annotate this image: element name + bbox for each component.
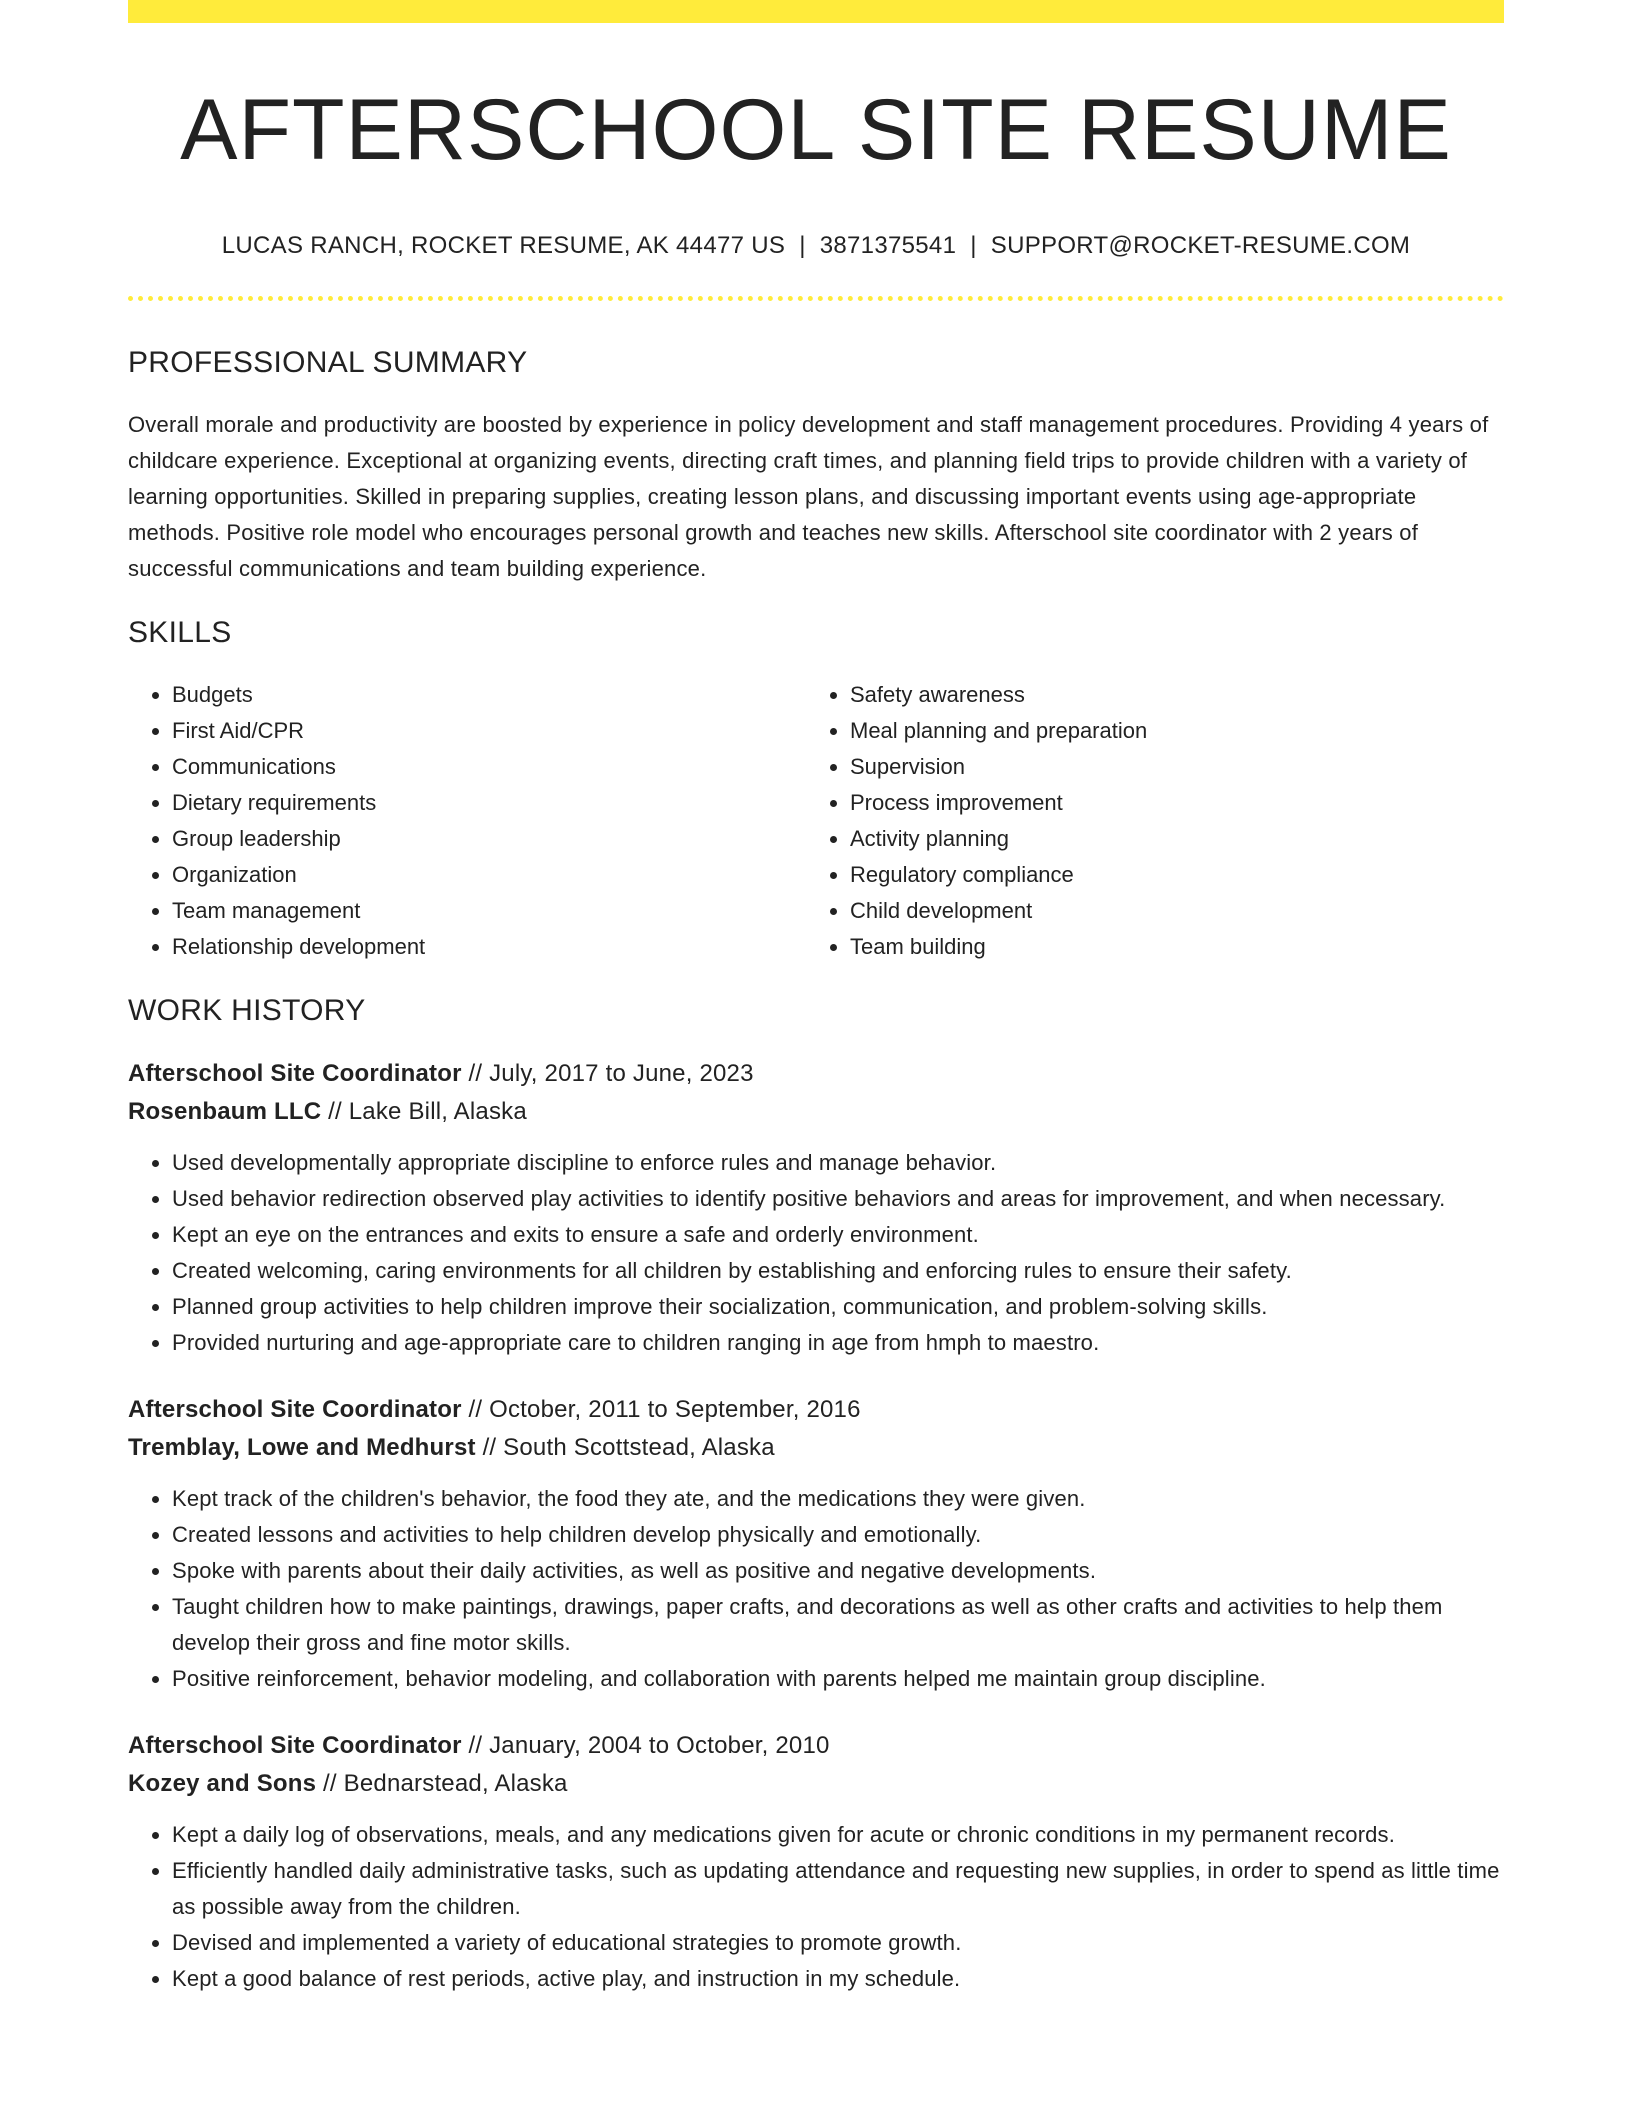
skill-item: • Budgets xyxy=(172,677,806,713)
job-title-line xyxy=(128,1391,1504,1429)
job-bullet: • Kept track of the children's behavior, the food they ate, and the medications they were given. xyxy=(172,1481,1504,1517)
job-bullet: • Taught children how to make paintings, drawings, paper crafts, and decorations as well as other crafts and activities to help them develop their gross and fine motor skills. xyxy=(172,1589,1504,1661)
skill-item: • Safety awareness xyxy=(850,677,1484,713)
job-company: Tremblay, Lowe and Medhurst xyxy=(128,1434,476,1461)
skill-item: • Relationship development xyxy=(172,929,806,965)
summary-heading: PROFESSIONAL SUMMARY xyxy=(128,346,528,379)
job-role: Afterschool Site Coordinator xyxy=(128,1732,462,1759)
contact-email: SUPPORT@ROCKET-RESUME.COM xyxy=(990,232,1411,259)
skills-heading: SKILLS xyxy=(128,616,232,649)
resume-title: AFTERSCHOOL SITE RESUME xyxy=(180,82,1452,178)
skill-item: • Activity planning xyxy=(850,821,1484,857)
job-bullets xyxy=(128,1481,1504,1697)
job-dates: // October, 2011 to September, 2016 xyxy=(468,1396,861,1423)
job-bullet: • Positive reinforcement, behavior modeling, and collaboration with parents helped me maintain group discipline. xyxy=(172,1661,1504,1697)
resume-content xyxy=(128,0,1504,1997)
job-entry xyxy=(128,1727,1504,1997)
job-company-line xyxy=(128,1093,1504,1131)
job-bullet: • Used developmentally appropriate discipline to enforce rules and manage behavior. xyxy=(172,1145,1504,1181)
job-location: // Lake Bill, Alaska xyxy=(328,1098,527,1125)
job-bullet: • Spoke with parents about their daily activities, as well as positive and negative developments. xyxy=(172,1553,1504,1589)
job-bullet: • Provided nurturing and age-appropriate care to children ranging in age from hmph to maestro. xyxy=(172,1325,1504,1361)
skill-item: • Process improvement xyxy=(850,785,1484,821)
job-role: Afterschool Site Coordinator xyxy=(128,1396,462,1423)
skill-item: • First Aid/CPR xyxy=(172,713,806,749)
skill-item: • Supervision xyxy=(850,749,1484,785)
skill-item: • Dietary requirements xyxy=(172,785,806,821)
job-bullet: • Kept an eye on the entrances and exits to ensure a safe and orderly environment. xyxy=(172,1217,1504,1253)
skill-item: • Team building xyxy=(850,929,1484,965)
skill-item: • Communications xyxy=(172,749,806,785)
job-bullet: • Efficiently handled daily administrative tasks, such as updating attendance and requesting new supplies, in order to spend as little time as possible away from the children. xyxy=(172,1853,1504,1925)
job-bullets xyxy=(128,1817,1504,1997)
job-company-line xyxy=(128,1429,1504,1467)
job-role: Afterschool Site Coordinator xyxy=(128,1060,462,1087)
contact-separator: | xyxy=(799,232,806,259)
job-company-line xyxy=(128,1765,1504,1803)
skill-item: • Meal planning and preparation xyxy=(850,713,1484,749)
work-history-heading: WORK HISTORY xyxy=(128,994,366,1027)
job-title-line xyxy=(128,1727,1504,1765)
job-location: // Bednarstead, Alaska xyxy=(323,1770,568,1797)
job-entry xyxy=(128,1055,1504,1361)
skill-item: • Team management xyxy=(172,893,806,929)
job-company: Kozey and Sons xyxy=(128,1770,317,1797)
job-bullet: • Kept a daily log of observations, meals, and any medications given for acute or chronic conditions in my permanent records. xyxy=(172,1817,1504,1853)
job-title-line xyxy=(128,1055,1504,1093)
job-location: // South Scottstead, Alaska xyxy=(482,1434,775,1461)
skill-item: • Group leadership xyxy=(172,821,806,857)
job-company: Rosenbaum LLC xyxy=(128,1098,322,1125)
job-bullet: • Created welcoming, caring environments for all children by establishing and enforcing rules to ensure their safety. xyxy=(172,1253,1504,1289)
contact-address: LUCAS RANCH, ROCKET RESUME, AK 44477 US xyxy=(221,232,786,259)
job-bullet: • Kept a good balance of rest periods, active play, and instruction in my schedule. xyxy=(172,1961,1504,1997)
job-bullet: • Used behavior redirection observed play activities to identify positive behaviors and areas for improvement, and when necessary. xyxy=(172,1181,1504,1217)
job-bullet: • Created lessons and activities to help children develop physically and emotionally. xyxy=(172,1517,1504,1553)
skills-right-list xyxy=(806,677,1484,965)
contact-line xyxy=(128,230,1504,262)
skills-left-list xyxy=(128,677,806,965)
summary-text: Overall morale and productivity are boosted by experience in policy development and staff management procedures. Providing 4 years of childcare experience. Exceptional at organizing events, directing craft times, and planning field trips to provide children with a variety of learning opportunities. Skilled in preparing supplies, creating lesson plans, and discussing important events using age-appropriate methods. Positive role model who encourages personal growth and teaches new skills. Afterschool site coordinator with 2 years of successful communications and team building experience. xyxy=(128,412,1489,581)
dotted-divider xyxy=(128,296,1504,301)
job-bullet: • Devised and implemented a variety of educational strategies to promote growth. xyxy=(172,1925,1504,1961)
job-dates: // January, 2004 to October, 2010 xyxy=(468,1732,830,1759)
skills-columns xyxy=(128,677,1504,965)
skill-item: • Organization xyxy=(172,857,806,893)
job-bullets xyxy=(128,1145,1504,1361)
contact-separator: | xyxy=(970,232,977,259)
job-dates: // July, 2017 to June, 2023 xyxy=(468,1060,754,1087)
job-bullet: • Planned group activities to help children improve their socialization, communication, and problem-solving skills. xyxy=(172,1289,1504,1325)
skill-item: • Child development xyxy=(850,893,1484,929)
contact-phone: 3871375541 xyxy=(819,232,957,259)
skill-item: • Regulatory compliance xyxy=(850,857,1484,893)
job-entry xyxy=(128,1391,1504,1697)
